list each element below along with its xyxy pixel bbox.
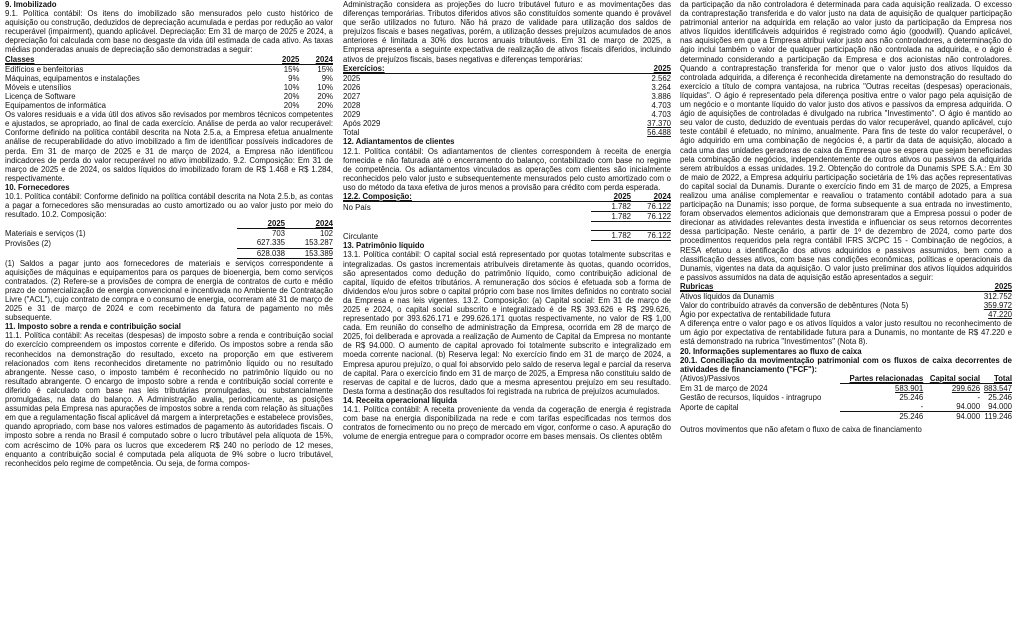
- dep-header-classes: Classes: [5, 55, 266, 65]
- section-20-title: 20. Informações suplementares ao fluxo de caixa: [680, 346, 862, 356]
- comp-header: 12.2. Composição:: [343, 192, 591, 202]
- table-row: 2029 4.703: [343, 110, 671, 120]
- fcf-header-0: (Ativos)/Passivos: [680, 374, 740, 384]
- section-9-text-2: Os valores residuais e a vida útil dos ativos são revisados por membros técnicos competentes e ajustados, se apropriado, ao final de cada exercício. Análise de perda ao valor recuperável: Conforme definido na política contábil descrita na Nota 2.5.a, a Empresa efetua anualmente análise de recuperabilidade do ativo imobilizado a fim de identificar possíveis indicadores de perda. Em 31 de março de 2025 e 31 de março de 2024, a Empresa não identificou indicadores de perda do valor recuperável no ativo imobilizado. 9.2. Composição: Em 31 de março de 2025 e de 2024, os saldos líquidos do imobilizado foram de R$ 1.468 e R$ 1.284, respectivamente.: [5, 110, 333, 183]
- column-3: [680, 0, 1012, 434]
- table-row: No País 1.782 76.122: [343, 202, 671, 212]
- table-total-row: 628.038 153.389: [5, 248, 333, 258]
- rub-header-2025: 2025: [976, 282, 1013, 292]
- table-row: Provisões (2) 627.335 153.287: [5, 238, 333, 248]
- section-11-text: 11.1. Política contábil: As receitas (despesas) de imposto sobre a renda e contribuição social do exercício compreendem os impostos corrente e diferido. Os impostos sobre a renda são reconhecidos na demonstração do resultado, exceto na proporção em que estiverem relacionados com itens reconhecidos diretamente no patrimônio líquido ou no resultado abrangente. Nesse caso, o imposto também é reconhecido no patrimônio líquido ou no resultado abrangente. O encargo de imposto sobre a renda e contribuição social corrente e diferido é calculado com base nas leis tributárias promulgadas, ou substancialmente promulgadas, na data do balanço. A Administração avalia, periodicamente, as posições assumidas pela Empresa nas apurações de impostos sobre a renda com relação às situações em que a regulamentação fiscal aplicável dá margem a interpretações e estabelece provisões, quando apropriado, com base nos valores estimados de pagamento às autoridades fiscais. O imposto sobre a renda no Brasil é computado sobre o lucro tributável pela alíquota de 15%, com acréscimo de 10% para os lucros que excederem R$ 240 no período de 12 meses, enquanto a contribuição social é computada pela alíquota de 9% sobre o lucro tributável, reconhecidos pelo regime de competência. Ou seja, de forma compos-: [5, 331, 333, 468]
- table-row: Valor do contribuído através da conversão de debêntures (Nota 5) 359.972: [680, 301, 1012, 311]
- section-9-text: 9.1. Política contábil: Os itens do imobilizado são mensurados pelo custo histórico de aquisição ou construção, deduzidos de depreciação acumulada e perdas por redução ao valor recuperável (impairment), quando aplicável. Depreciação: Em 31 de março de 2025 e 2024, a depreciação foi calculada com base no desgaste da vida útil estimada de cada ativo. As taxas médias ponderadas anuais de depreciação são demonstradas a seguir:: [5, 9, 333, 55]
- table-row: Em 31 de março de 2024 583.901 299.626 883.547: [680, 383, 1012, 393]
- table-total-row: Total 56.488: [343, 128, 671, 138]
- table-row: Edifícios e benfeitorias 15% 15%: [5, 64, 333, 74]
- section-11-continued: Administração considera as projeções do lucro tributável futuro e as movimentações das diferenças temporárias. Tributos diferidos ativos são constituídos somente quando é provável que serão utilizados no futuro. Não há prazo de validade para utilização dos saldos de prejuízos fiscais e bases negativas, porém, a utilização desses prejuízos acumulados de anos anteriores é limitada a 30% dos lucros anuais tributáveis. Em 31 de março de 2025, a Empresa apresenta a seguinte expectativa de realização de ativos fiscais diferidos, incluindo ativos de prejuízos fiscais, bases negativas e diferenças temporárias:: [343, 0, 671, 64]
- table-total-row: 25.246 94.000 119.246: [680, 412, 1012, 422]
- suppliers-table: [5, 219, 333, 258]
- exer-header-2025: 2025: [551, 64, 671, 74]
- table-row: Circulante 1.782 76.122: [343, 231, 671, 241]
- table-row: Ágio por expectativa de rentabilidade futura 47.220: [680, 310, 1012, 320]
- dep-header-2024: 2024: [299, 55, 333, 65]
- section-10-title: 10. Fornecedores: [5, 182, 70, 192]
- comp-header-2024: 2024: [631, 192, 671, 202]
- table-row: Gestão de recursos, líquidos - intragrupo 25.246 - 25.246: [680, 393, 1012, 403]
- section-19-text-2: A diferença entre o valor pago e os ativos líquidos a valor justo resultou no reconhecimento de um ágio por expectativa de rentabilidade futura para a Dunamis, no montante de R$ 47.220 e está demonstrado na rubrica "Investimentos" (Nota 8).: [680, 319, 1012, 347]
- column-2: [343, 0, 671, 441]
- table-total-row: 1.782 76.122: [343, 212, 671, 222]
- fcf-header-1: Partes relacionadas: [840, 374, 923, 384]
- table-row: 2026 3.264: [343, 82, 671, 92]
- depreciation-table: [5, 55, 333, 111]
- exer-header: Exercícios:: [343, 64, 551, 74]
- section-13-title: 13. Patrimônio líquido: [343, 241, 425, 251]
- section-14-title: 14. Receita operacional líquida: [343, 395, 457, 405]
- section-20-text: Outros movimentos que não afetam o fluxo de caixa de financiamento: [680, 425, 922, 435]
- dep-header-2025: 2025: [266, 55, 300, 65]
- table-row: 2028 4.703: [343, 101, 671, 111]
- column-1: [5, 0, 333, 468]
- fcf-header-2: Capital social: [923, 374, 980, 384]
- section-20-subtitle: 20.1. Conciliação da movimentação patrimonial com os fluxos de caixa decorrentes de atividades de financiamento ("FCF"):: [680, 355, 1012, 374]
- table-row: Aporte de capital - 94.000 94.000: [680, 402, 1012, 412]
- table-row: Licença de Software 20% 20%: [5, 91, 333, 101]
- section-10-text: 10.1. Política contábil: Conforme definido na política contábil descrita na Nota 2.5.b, as contas a pagar a fornecedores são mensuradas ao custo amortizado ou ao valor justo por meio do resultado. 10.2. Composição:: [5, 191, 333, 220]
- section-10-notes: (1) Saldos a pagar junto aos fornecedores de materiais e serviços correspondente a aquisições de máquinas e equipamentos para os parques de bioenergia, bem como serviços contratados. (2) Refere-se a provisões de compra de energia de contratos de curto e médio prazo de comercialização de energia convencional e incentivada no Ambiente de Contratação Livre ("ACL"), cujo contrato de compra e o consumo de energia, ocorreram até 31 de março de 2025 e 31 de março de 2024 e com recebimento da fatura de pagamento no mês subsequente.: [5, 258, 333, 323]
- section-12-text: 12.1. Política contábil: Os adiantamentos de clientes correspondem à receita de energia fornecida e não faturada até o encerramento do balanço, contabilizado com base no regime de competência. Os adiantamentos vinculados as operações com clientes são inicialmente reconhecidos pelo valor justo e subsequentemente mensurados pelo custo amortizado com o uso do método da taxa efetiva de juros menos a provisão para crédito com perda esperada.: [343, 146, 671, 192]
- table-row: Materiais e serviços (1) 703 102: [5, 229, 333, 239]
- fcf-header-3: Total: [980, 374, 1012, 384]
- table-row: Móveis e utensílios 10% 10%: [5, 82, 333, 92]
- rub-header: Rubricas: [680, 282, 976, 292]
- section-19-continued: da participação da não controladora é determinada para cada aquisição realizada. O excesso da contraprestação transferida e do valor justo na data de aquisição de qualquer participação patrimonial anterior na adquirida em relação ao valor justo da participação da Empresa nos ativos líquidos identificáveis adquiridos é registrado como ágio (goodwill). Quando aplicável, nas aquisições em que a Empresa atribui valor justo aos não controladores, a determinação do ágio inclui também o valor de qualquer participação não controlada na adquirida, e o ágio é determinado considerando a participação da Empresa e dos acionistas não controladores. Quando a contraprestação transferida for menor que o valor justo dos ativos líquidos da controlada adquirida, a diferença é reconhecida diretamente na demonstração do resultado do exercício a título de compra vantajosa, na rubrica "Outras receitas (despesas) operacionais, líquidas". O ágio é representado pela diferença positiva entre o valor pago pela aquisição de um negócio e o montante líquido do valor justo dos ativos e passivos da empresa adquirida. O ágio de aquisições de controladas é divulgado na rubrica "Investimento". O ágio é mantido ao seu valor de custo, deduzido de eventuais perdas do valor recuperável, quando aplicável, cujo teste contábil é efetuado, no mínimo, anualmente. Para fins de teste do valor recuperável, o ágio adquirido em uma combinação de negócios é, a partir da data de aquisição, alocado a cada uma das unidades geradoras de caixa da Empresa que se espera que sejam beneficiadas pela combinação de negócios, independentemente de outros ativos ou passivos da adquirida serem atribuídos a essas unidades. 19.2. Obtenção do controle da Dunamis SPE S.A.: Em 30 de maio de 2022, a Empresa adquiriu participação societária de 1% das ações representativas do capital social da Dunamis. Durante o exercício findo em 31 de março de 2025, a Empresa realizou uma análise complementar e reavaliou o tratamento contábil adotado para a sua participação na Dunamis; isso porque, de forma subsequente a sua entrada no investimento, foram observados elementos adicionais que demonstraram que a Empresa possui o poder de direcionar as atividades relevantes desta investida e influenciar os seus retornos decorrentes dessa participação. Neste cenário, a partir de 1º de dezembro de 2024, como parte dos procedimentos requeridos pela regra contábil IFRS 3/CPC 15 - Combinação de negócios, a RESA efetuou a identificação dos ativos adquiridos e passivos assumidos, bem como a classificação desses ativos, com base nas condições econômicas, políticas e operacionais da Dunamis, vigentes na data da aquisição. O valor justo preliminar dos ativos líquidos adquiridos e passivos assumidos na data de aquisição estão apresentados a seguir:: [680, 0, 1012, 282]
- table-row: Equipamentos de informática 20% 20%: [5, 101, 333, 111]
- forn-header-2024: 2024: [285, 219, 333, 229]
- section-9-title: 9. Imobilizado: [5, 0, 57, 9]
- fcf-table: [680, 374, 1012, 421]
- table-row: 2025 2.562: [343, 73, 671, 83]
- section-12-title: 12. Adiantamentos de clientes: [343, 137, 455, 147]
- forn-header-2025: 2025: [237, 219, 285, 229]
- rubricas-table: [680, 282, 1012, 319]
- section-11-title: 11. Imposto sobre a renda e contribuição social: [5, 322, 181, 332]
- advances-table: [343, 192, 671, 241]
- deferred-tax-table: [343, 64, 671, 138]
- comp-header-2025: 2025: [591, 192, 631, 202]
- table-row: Máquinas, equipamentos e instalações 9% 9%: [5, 73, 333, 83]
- section-14-text: 14.1. Política contábil: A receita proveniente da venda da cogeração de energia é registrada com base na energia disponibilizada na rede e com tarifas especificadas nos termos dos contratos de fornecimento ou no preço de mercado em vigor, conforme o caso. A apuração do volume de energia entregue para o comprador ocorre em bases mensais. Os clientes obtêm: [343, 405, 671, 442]
- table-row: Após 2029 37.370: [343, 119, 671, 129]
- section-13-text: 13.1. Política contábil: O capital social está representado por quotas totalmente subscritas e integralizadas. Os gastos incrementais atribuíveis diretamente às quotas, quando ocorridos, são apresentados como dedução do patrimônio líquido, como contribuição adicional de capital, líquido de efeitos tributários. A remuneração dos sócios é efetuada sob a forma de dividendos e/ou juros sobre o capital próprio com base nos limites definidos no contrato social da Empresa e nas leis vigentes. 13.2. Composição: (a) Capital social: Em 31 de março de 2025 e 2024, o capital social subscrito e integralizado é de R$ 393.626 e R$ 299.626, representado por 393.626.171 e 299.626.171 quotas respectivamente, no valor de R$ 1,00 cada. Em reunião do conselho de administração da Empresa, ocorrida em 28 de março de 2025, foi deliberada e aprovada a realização de Aumento de Capital da Empresa no montante de R$ 94.000. O aumento de capital aprovado foi totalmente subscrito e integralizado em moeda corrente nacional. (b) Reserva legal: No exercício findo em 31 de março de 2024, a Empresa apurou prejuízo, o qual foi absorvido pelo saldo de reserva legal e parcial da reserva de capital. Para o exercício findo em 31 de março de 2025, a Empresa não constituiu saldo de reservas de capital e de lucros, dado que a mesma apresentou prejuízo em seu resultado. Desta forma a destinação dos resultados foi registrada na rubrica de prejuízos acumulados.: [343, 250, 671, 396]
- table-row: Ativos líquidos da Dunamis 312.752: [680, 292, 1012, 301]
- table-row: 2027 3.886: [343, 91, 671, 101]
